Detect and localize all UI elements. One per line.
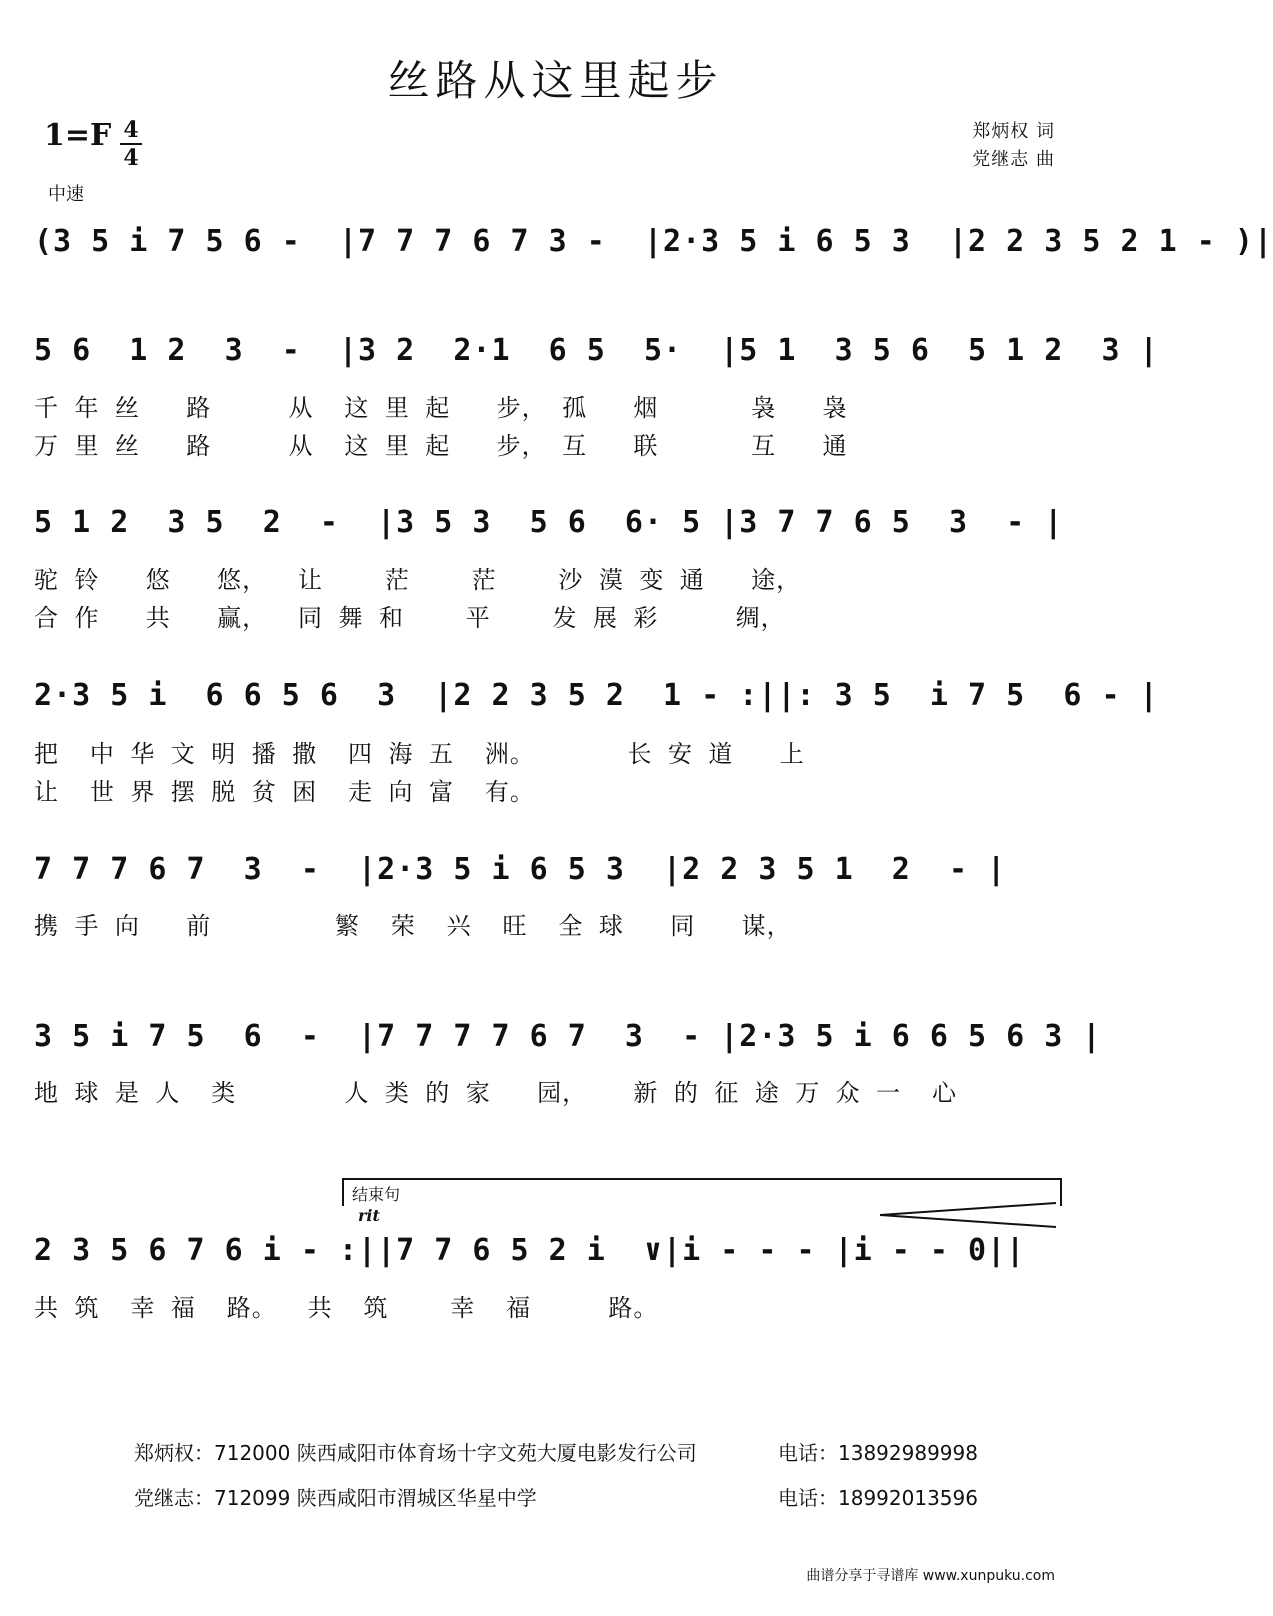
system-2-notes: 5 6 1 2 3 - |3 2 2·1 6 5 5· |5 1 3 5 6 5 1 2 3 | [34, 333, 1159, 368]
system-6-lyric-1: 地 球 是 人 类 人 类 的 家 园， 新 的 征 途 万 众 一 心 [34, 1079, 958, 1107]
lyricist-credit: 郑炳权 词 [972, 121, 1055, 142]
system-4-lyric-1: 把 中 华 文 明 播 撒 四 海 五 洲。 长 安 道 上 [34, 740, 805, 768]
system-1-notes: (3 5 i 7 5 6 - |7 7 7 6 7 3 - |2·3 5 i 6 5 3 |2 2 3 5 2 1 - )| [34, 224, 1273, 259]
time-signature-top: 4 [123, 117, 139, 143]
system-7-lyric-1: 共 筑 幸 福 路。 共 筑 幸 福 路。 [34, 1294, 659, 1322]
time-signature-bottom: 4 [123, 145, 139, 171]
system-3-lyric-2: 合 作 共 赢， 同 舞 和 平 发 展 彩 绸， [34, 604, 786, 632]
song-title: 丝路从这里起步 [387, 56, 724, 105]
credits [972, 118, 1055, 174]
time-signature [120, 118, 142, 170]
system-2-lyric-2: 万 里 丝 路 从 这 里 起 步， 互 联 互 通 [34, 432, 848, 460]
system-3-notes: 5 1 2 3 5 2 - |3 5 3 5 6 6· 5 |3 7 7 6 5 3 - | [34, 505, 1064, 540]
system-7-notes: 2 3 5 6 7 6 i - :||7 7 6 5 2 i ∨|i - - - |i - - 0|| [34, 1233, 1026, 1268]
system-5-notes: 7 7 7 6 7 3 - |2·3 5 i 6 5 3 |2 2 3 5 1 2 - | [34, 852, 1007, 887]
system-4-notes: 2·3 5 i 6 6 5 6 3 |2 2 3 5 2 1 - :||: 3 5 i 7 5 6 - | [34, 678, 1159, 713]
contact-composer-phone: 电话：18992013596 [778, 1486, 978, 1510]
contact-lyricist: 郑炳权：712000 陕西咸阳市体育场十字文苑大厦电影发行公司 [134, 1441, 697, 1465]
source-footer: 曲谱分享于寻谱库 www.xunpuku.com [806, 1568, 1055, 1584]
contact-lyricist-phone: 电话：13892989998 [778, 1441, 978, 1465]
decrescendo-hairpin [880, 1200, 1060, 1230]
ritardando-marking: rit [358, 1206, 380, 1225]
system-5-lyric-1: 携 手 向 前 繁 荣 兴 旺 全 球 同 谋， [34, 912, 792, 940]
system-6-notes: 3 5 i 7 5 6 - |7 7 7 7 6 7 3 - |2·3 5 i 6 6 5 6 3 | [34, 1019, 1102, 1054]
contact-composer: 党继志：712099 陕西咸阳市渭城区华星中学 [134, 1486, 537, 1510]
ending-label: 结束句 [352, 1185, 401, 1204]
system-2-lyric-1: 千 年 丝 路 从 这 里 起 步， 孤 烟 袅 袅 [34, 394, 848, 422]
system-3-lyric-1: 驼 铃 悠 悠， 让 茫 茫 沙 漠 变 通 途， [34, 566, 802, 594]
composer-credit: 党继志 曲 [972, 149, 1055, 170]
key-signature: 1=F [44, 118, 112, 153]
tempo-marking: 中速 [48, 184, 84, 205]
system-4-lyric-2: 让 世 界 摆 脱 贫 困 走 向 富 有。 [34, 778, 535, 806]
